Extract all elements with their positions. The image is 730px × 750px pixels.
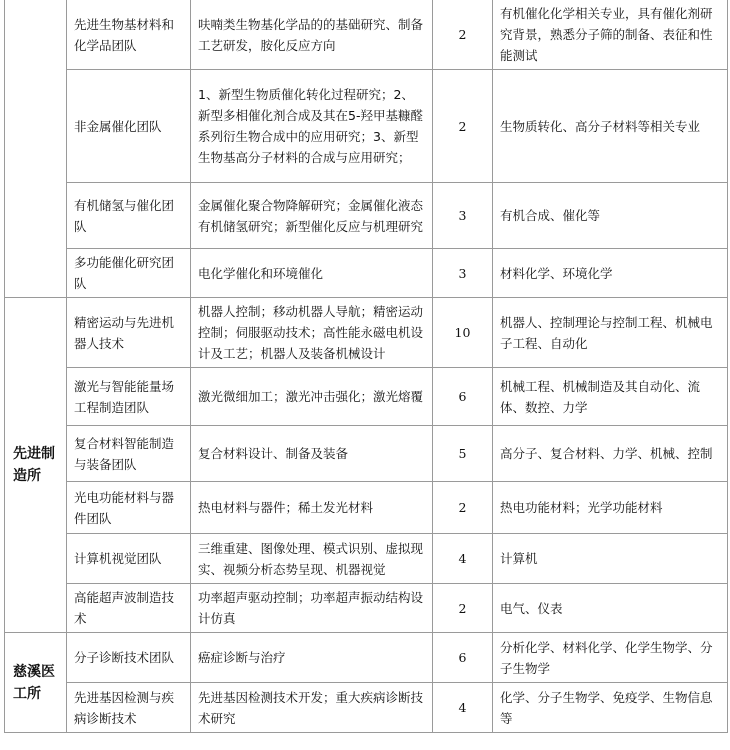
table-row <box>5 0 728 70</box>
institute-cell <box>5 0 67 298</box>
team-cell: 激光与智能能量场工程制造团队 <box>67 368 191 426</box>
team-cell: 先进基因检测与疾病诊断技术 <box>67 683 191 733</box>
team-cell: 高能超声波制造技术 <box>67 584 191 633</box>
direction-cell: 机器人控制；移动机器人导航；精密运动控制；伺服驱动技术；高性能永磁电机设计及工艺；机器人及装备机械设计 <box>191 298 433 368</box>
count-cell: 3 <box>433 183 493 249</box>
direction-cell: 先进基因检测技术开发；重大疾病诊断技术研究 <box>191 683 433 733</box>
team-cell: 分子诊断技术团队 <box>67 633 191 683</box>
table-row <box>5 426 728 482</box>
team-cell: 有机储氢与催化团队 <box>67 183 191 249</box>
institute-cell: 先进制造所 <box>5 298 67 633</box>
table-row <box>5 368 728 426</box>
major-cell: 化学、分子生物学、免疫学、生物信息等 <box>493 683 728 733</box>
institute-cell: 慈溪医工所 <box>5 633 67 733</box>
team-cell: 精密运动与先进机器人技术 <box>67 298 191 368</box>
team-cell: 光电功能材料与器件团队 <box>67 482 191 534</box>
direction-cell: 复合材料设计、制备及装备 <box>191 426 433 482</box>
major-cell: 有机催化化学相关专业，具有催化剂研究背景，熟悉分子筛的制备、表征和性能测试 <box>493 0 728 70</box>
major-cell: 分析化学、材料化学、化学生物学、分子生物学 <box>493 633 728 683</box>
major-cell: 机械工程、机械制造及其自动化、流体、数控、力学 <box>493 368 728 426</box>
table-row <box>5 534 728 584</box>
team-cell: 计算机视觉团队 <box>67 534 191 584</box>
count-cell: 5 <box>433 426 493 482</box>
table-row <box>5 70 728 183</box>
count-cell: 4 <box>433 683 493 733</box>
count-cell: 2 <box>433 482 493 534</box>
table-row <box>5 633 728 683</box>
table-row <box>5 482 728 534</box>
major-cell: 生物质转化、高分子材料等相关专业 <box>493 70 728 183</box>
direction-cell: 功率超声驱动控制；功率超声振动结构设计仿真 <box>191 584 433 633</box>
direction-cell: 热电材料与器件；稀土发光材料 <box>191 482 433 534</box>
direction-cell: 呋喃类生物基化学品的的基础研究、制备工艺研发，胺化反应方向 <box>191 0 433 70</box>
count-cell: 10 <box>433 298 493 368</box>
team-cell: 先进生物基材料和化学品团队 <box>67 0 191 70</box>
count-cell: 2 <box>433 0 493 70</box>
direction-cell: 金属催化聚合物降解研究；金属催化液态有机储氢研究；新型催化反应与机理研究 <box>191 183 433 249</box>
count-cell: 4 <box>433 534 493 584</box>
major-cell: 有机合成、催化等 <box>493 183 728 249</box>
team-cell: 复合材料智能制造与装备团队 <box>67 426 191 482</box>
major-cell: 电气、仪表 <box>493 584 728 633</box>
count-cell: 6 <box>433 633 493 683</box>
direction-cell: 三维重建、图像处理、模式识别、虚拟现实、视频分析态势呈现、机器视觉 <box>191 534 433 584</box>
recruitment-table <box>4 0 728 733</box>
table-row <box>5 298 728 368</box>
table-row <box>5 683 728 733</box>
team-cell: 多功能催化研究团队 <box>67 249 191 298</box>
count-cell: 3 <box>433 249 493 298</box>
count-cell: 2 <box>433 70 493 183</box>
count-cell: 6 <box>433 368 493 426</box>
direction-cell: 激光微细加工；激光冲击强化；激光熔覆 <box>191 368 433 426</box>
team-cell: 非金属催化团队 <box>67 70 191 183</box>
major-cell: 热电功能材料；光学功能材料 <box>493 482 728 534</box>
direction-cell: 1、新型生物质催化转化过程研究；2、新型多相催化剂合成及其在5-羟甲基糠醛系列衍生物合成中的应用研究；3、新型生物基高分子材料的合成与应用研究； <box>191 70 433 183</box>
major-cell: 材料化学、环境化学 <box>493 249 728 298</box>
table-row <box>5 584 728 633</box>
major-cell: 机器人、控制理论与控制工程、机械电子工程、自动化 <box>493 298 728 368</box>
count-cell: 2 <box>433 584 493 633</box>
direction-cell: 电化学催化和环境催化 <box>191 249 433 298</box>
major-cell: 高分子、复合材料、力学、机械、控制 <box>493 426 728 482</box>
table-row <box>5 249 728 298</box>
major-cell: 计算机 <box>493 534 728 584</box>
table-row <box>5 183 728 249</box>
direction-cell: 癌症诊断与治疗 <box>191 633 433 683</box>
